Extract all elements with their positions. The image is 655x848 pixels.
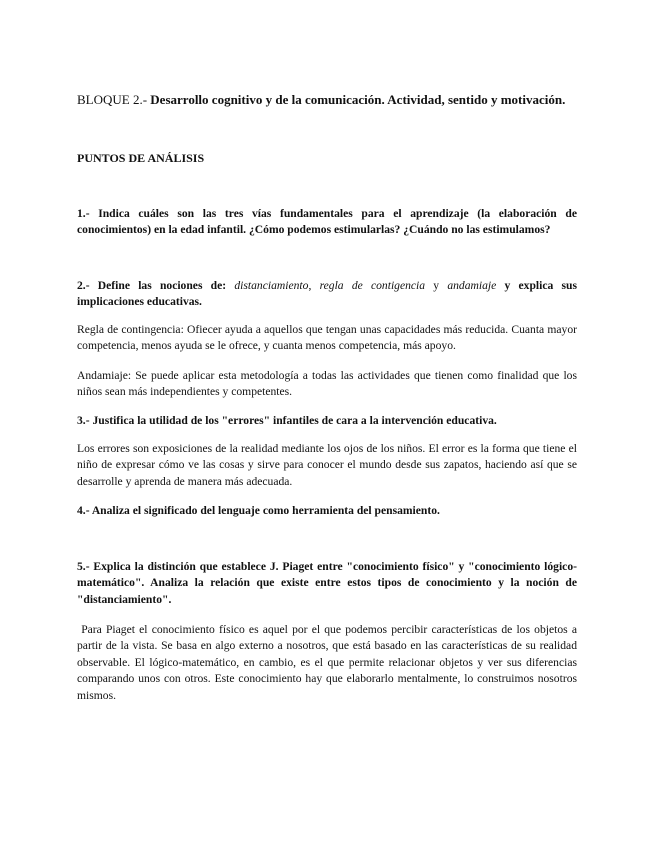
answer-3: Los errores son exposiciones de la realidad mediante los ojos de los niños. El error es la forma que tiene el niño de expresar cómo ve las cosas y sirve para conocer el mundo desde sus zapatos, haciendo así que se desarrolle y aprenda de manera más adecuada.: [77, 442, 577, 488]
question-2-sep1: ,: [308, 279, 320, 292]
term-andamiaje: andamiaje: [447, 279, 497, 292]
question-2-sep2: y: [425, 279, 448, 292]
question-5: 5.- Explica la distinción que establece J. Piaget entre "conocimiento físico" y "conocimiento lógico-matemático". Analiza la relación que existe entre estos tipos de conocimiento y la noción de "distanciamiento".: [77, 560, 577, 606]
answer-5: [77, 622, 577, 704]
question-2-lead: 2.- Define las nociones de:: [77, 279, 235, 292]
answer-2-andamiaje: Andamiaje: Se puede aplicar esta metodología a todas las actividades que tienen como finalidad que los niños sean más independientes y competentes.: [77, 369, 577, 399]
answer-2-regla: Regla de contingencia: Ofiecer ayuda a aquellos que tengan unas capacidades más reducida. Cuanta mayor competencia, menos ayuda se le ofrece, y cuanta menos competencia, más apoyo.: [77, 323, 577, 353]
question-1: 1.- Indica cuáles son las tres vías fundamentales para el aprendizaje (la elaboración de conocimientos) en la edad infantil. ¿Cómo podemos estimularlas? ¿Cuándo no las estimulamos?: [77, 207, 577, 237]
page-title: [77, 91, 577, 109]
question-2-tail: y explica sus implicaciones educativas.: [77, 279, 577, 309]
question-2: [77, 278, 577, 311]
term-regla: regla de contigencia: [319, 279, 426, 292]
question-4: 4.- Analiza el significado del lenguaje como herramienta del pensamiento.: [77, 504, 440, 517]
term-distanciamiento: distanciamiento: [234, 279, 309, 292]
title-bold: Desarrollo cognitivo y de la comunicación. Actividad, sentido y motivación.: [147, 92, 566, 107]
title-prefix: BLOQUE 2.-: [77, 92, 148, 107]
section-heading: PUNTOS DE ANÁLISIS: [77, 151, 205, 165]
question-3: 3.- Justifica la utilidad de los "errores" infantiles de cara a la intervención educativa.: [77, 414, 497, 427]
answer-5-text: Para Piaget el conocimiento físico es aquel por el que podemos percibir características de los objetos a partir de la vista. Se basa en algo externo a nosotros, que está basado en las características de su realidad observable. El lógico-matemático, en cambio, es el que permite relacionar objetos y ver sus diferencias comparando unos con otros. Este conocimiento hay que elaborarlo mentalmente, lo construimos nosotros mismos.: [77, 623, 577, 702]
